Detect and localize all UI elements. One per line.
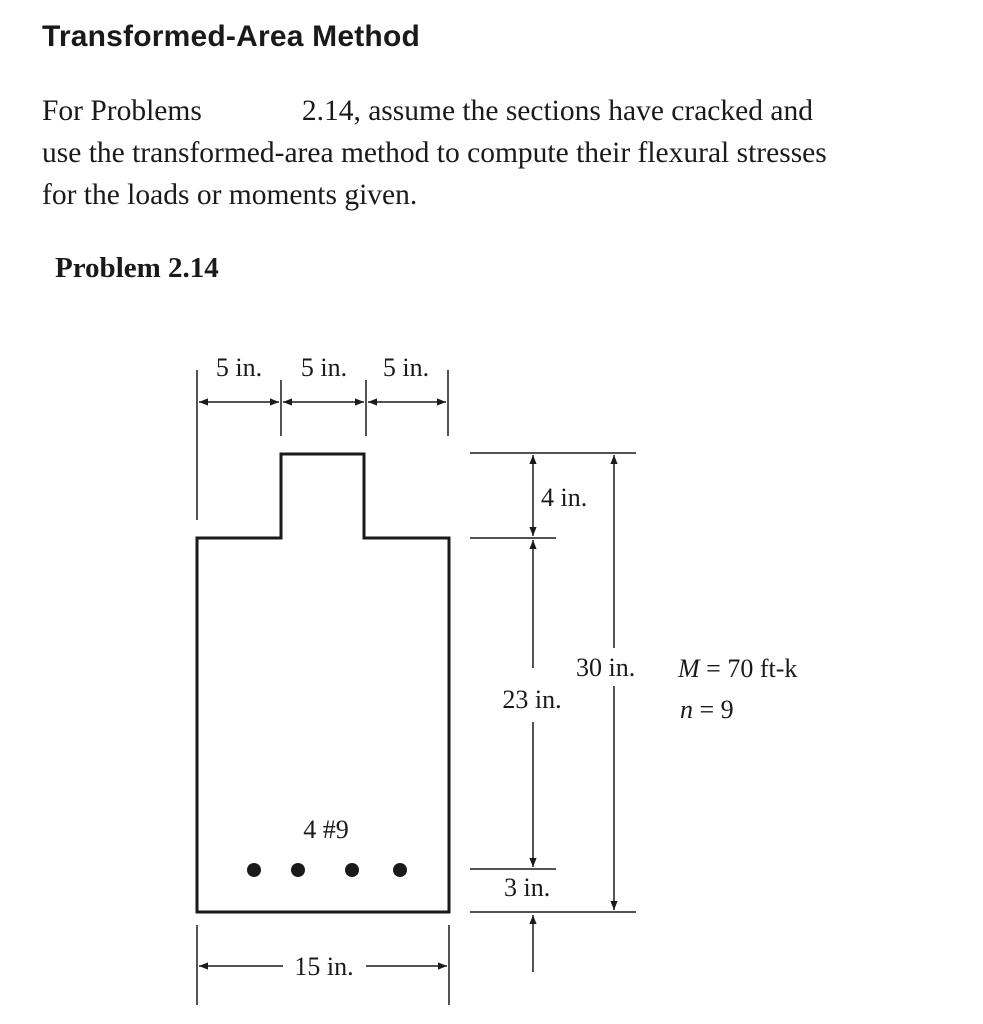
dim-label-top-3: 5 in. <box>382 353 430 382</box>
dim-label-top-1: 5 in. <box>215 353 263 382</box>
rebar-dot <box>247 863 261 877</box>
top-extension-lines <box>197 370 448 520</box>
dim-label-4in: 4 in. <box>541 483 588 512</box>
modular-ratio-label <box>680 695 734 724</box>
dim-label-3in: 3 in. <box>504 873 551 902</box>
rebar-dot <box>345 863 359 877</box>
modular-value: = 9 <box>693 695 734 724</box>
dim-label-bottom: 15 in. <box>294 952 354 981</box>
instructions-line-1-start: For Problems <box>42 95 202 127</box>
instructions-line-1-end: 2.14, assume the sections have cracked and <box>301 95 813 127</box>
moment-value: = 70 ft-k <box>699 654 798 683</box>
section-title: Transformed-Area Method <box>42 20 420 53</box>
rebar-dot <box>291 863 305 877</box>
instructions-line-3: for the loads or moments given. <box>42 179 418 211</box>
moment-symbol: M <box>678 654 700 683</box>
dim-label-23in: 23 in. <box>502 685 562 714</box>
instructions-line-2: use the transformed-area method to compute their flexural stresses <box>42 137 827 169</box>
dim-label-30in: 30 in. <box>576 653 636 682</box>
right-reference-lines <box>470 453 636 912</box>
rebar-label: 4 #9 <box>303 815 349 844</box>
dim-label-top-2: 5 in. <box>300 353 348 382</box>
rebar-dot <box>393 863 407 877</box>
problem-title: Problem 2.14 <box>55 252 219 284</box>
moment-label <box>677 654 797 683</box>
modular-symbol: n <box>680 695 693 724</box>
